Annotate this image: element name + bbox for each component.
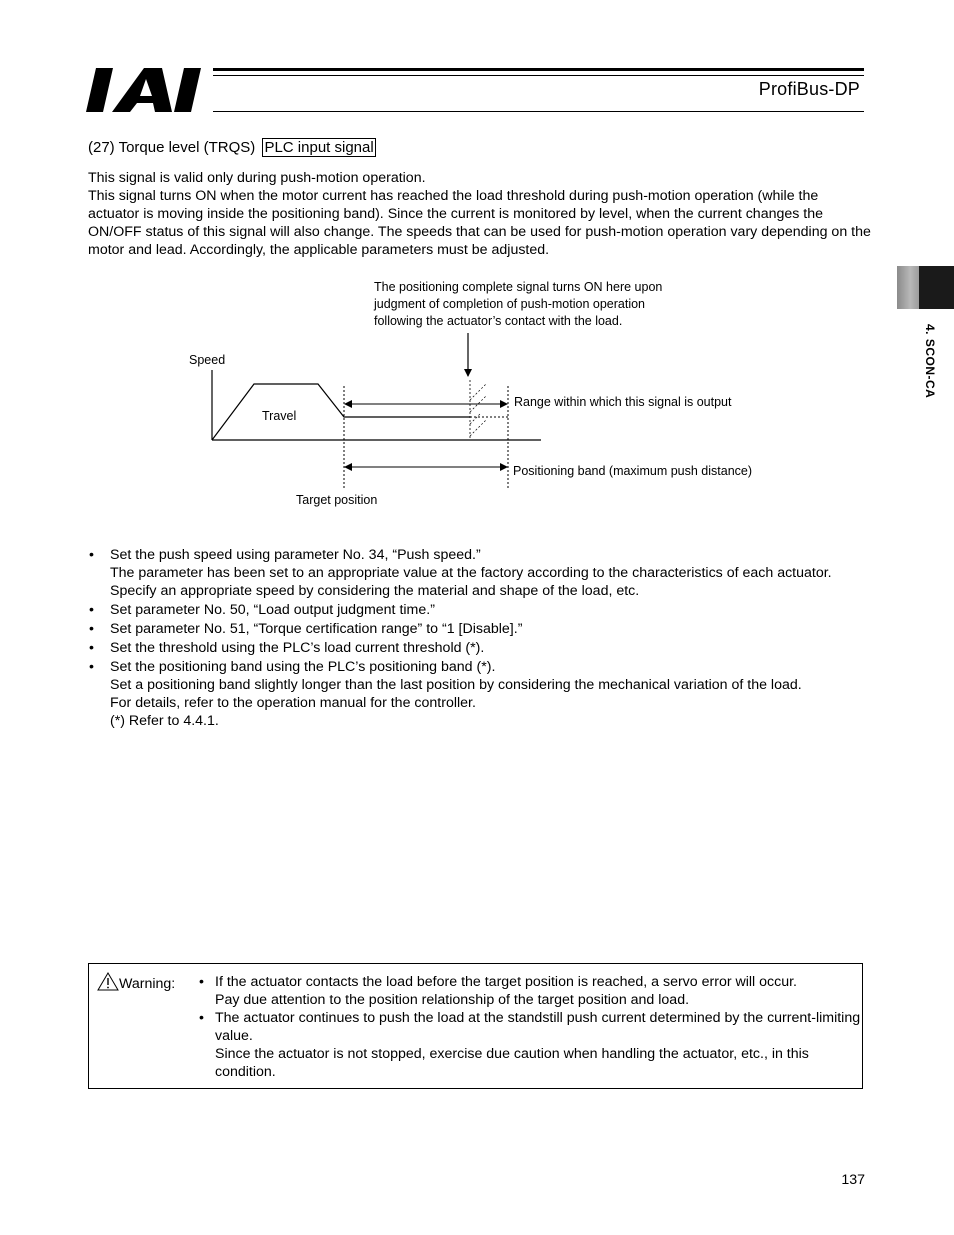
callout-line: following the actuator’s contact with the load. [374, 314, 623, 328]
chapter-tab-label: 4. SCON-CA [923, 324, 937, 399]
bullet-symbol: • [199, 1010, 204, 1026]
list-item-line: If the actuator contacts the load before the target position is reached, a servo error will occur. [215, 974, 797, 990]
bullet-symbol: • [89, 547, 94, 563]
band-label: Positioning band (maximum push distance) [513, 464, 753, 478]
list-item [196, 1009, 861, 1081]
header-title: ProfiBus-DP [758, 79, 860, 99]
callout-line: The positioning complete signal turns ON here upon [374, 280, 663, 294]
warning-icon [97, 972, 119, 991]
warning-list [196, 973, 861, 1081]
intro-line: This signal is valid only during push-motion operation. [88, 170, 426, 186]
list-item-line: Pay due attention to the position relationship of the target position and load. [215, 992, 690, 1008]
warning-label [97, 972, 175, 993]
list-item [88, 658, 878, 730]
list-item-line: Set the positioning band using the PLC’s positioning band (*). [110, 659, 496, 675]
speed-label: Speed [189, 353, 226, 367]
travel-label: Travel [262, 409, 297, 423]
list-item-line: (*) Refer to 4.4.1. [110, 713, 219, 729]
list-item-line: Set parameter No. 51, “Torque certification range” to “1 [Disable].” [110, 621, 523, 637]
list-item [88, 620, 878, 638]
section-title-text: (27) Torque level (TRQS) [88, 139, 256, 156]
list-item-line: Set a positioning band slightly longer than the last position by considering the mechanical variation of the load. [110, 677, 802, 693]
list-item-line: Set the push speed using parameter No. 34, “Push speed.” [110, 547, 481, 563]
target-position-label: Target position [296, 493, 378, 507]
bullet-symbol: • [89, 602, 94, 618]
list-item-line: The parameter has been set to an appropriate value at the factory according to the characteristics of each actuator. [110, 565, 832, 581]
list-item-line: For details, refer to the operation manual for the controller. [110, 695, 476, 711]
push-motion-diagram [0, 0, 954, 540]
list-item [196, 973, 861, 1009]
page-number: 137 [841, 1172, 865, 1188]
list-item-line: The actuator continues to push the load at the standstill push current determined by the current-limiting value. [215, 1010, 861, 1044]
list-item [88, 639, 878, 657]
intro-line: This signal turns ON when the motor current has reached the load threshold during push-motion operation (while the actuator is moving inside the positioning band). Since the current is monitored by level, when the current changes the ON/OFF status of this signal will also change. The speeds that can be used for push-motion operation vary depending on the motor and lead. Accordingly, the applicable parameters must be adjusted. [88, 188, 871, 258]
list-item-line: Set parameter No. 50, “Load output judgment time.” [110, 602, 435, 618]
warning-label-text: Warning: [119, 976, 176, 992]
signal-type-tag: PLC input signal [264, 139, 374, 156]
bullet-symbol: • [89, 659, 94, 675]
list-item [88, 601, 878, 619]
list-item-line: Specify an appropriate speed by considering the material and shape of the load, etc. [110, 583, 640, 599]
callout-text [374, 279, 662, 330]
bullet-symbol: • [199, 974, 204, 990]
parameter-bullet-list [88, 546, 878, 731]
speed-profile-line [212, 384, 470, 440]
callout-line: judgment of completion of push-motion operation [374, 297, 645, 311]
list-item-line: Set the threshold using the PLC’s load current threshold (*). [110, 640, 485, 656]
range-label: Range within which this signal is output [514, 395, 732, 409]
list-item [88, 546, 878, 600]
bullet-symbol: • [89, 640, 94, 656]
list-item-line: Since the actuator is not stopped, exercise due caution when handling the actuator, etc., in this condition. [215, 1046, 809, 1080]
bullet-symbol: • [89, 621, 94, 637]
